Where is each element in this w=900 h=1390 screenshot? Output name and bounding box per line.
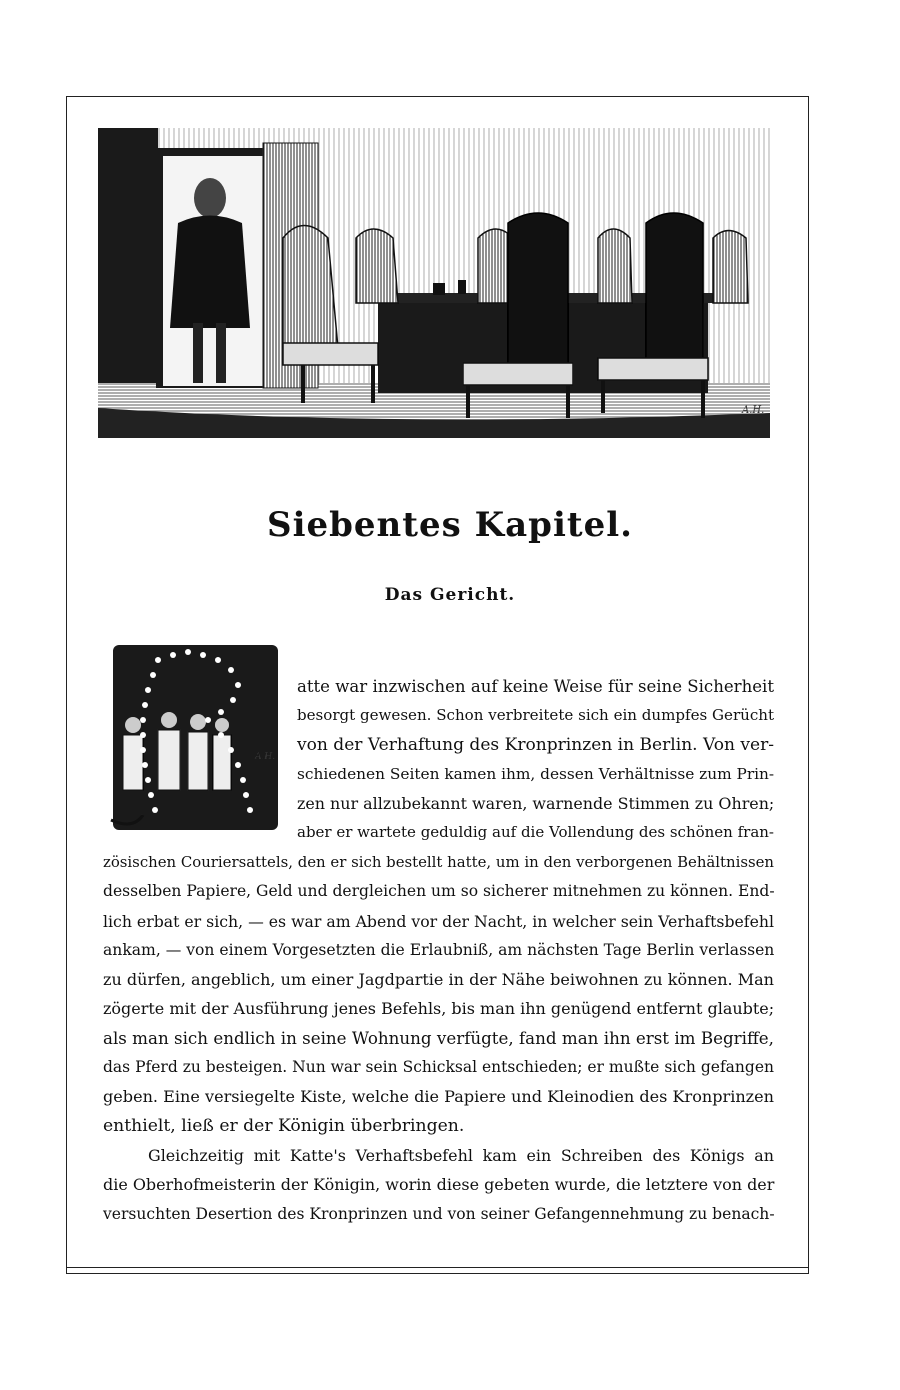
chapter-subtitle: Das Gericht. (384, 585, 516, 605)
text-line: schiedenen Seiten kamen ihm, dessen Verhältnisse zum Prin- (297, 764, 775, 783)
text-line: enthielt, ließ er der Königin überbringen. (103, 1115, 465, 1136)
text-line: geben. Eine versiegelte Kiste, welche die Papiere und Kleinodien des Kronprinzen (103, 1087, 774, 1107)
illustration-signature: A.H. (742, 405, 765, 416)
paragraph-1-indented-block (297, 672, 774, 848)
text-line: lich erbat er sich, — es war am Abend vor der Nacht, in welcher sein Verhaftsbefehl (103, 911, 774, 931)
text-line: von der Verhaftung des Kronprinzen in Berlin. Von ver- (297, 734, 775, 755)
text-line: aber er wartete geduldig auf die Vollendung des schönen fran- (297, 823, 774, 842)
text-line: die Oberhofmeisterin der Königin, worin diese gebeten wurde, die letztere von der (103, 1175, 775, 1195)
text-line: als man sich endlich in seine Wohnung verfügte, fand man ihn erst im Begriffe, (103, 1027, 774, 1048)
chapter-title: Siebentes Kapitel. (267, 505, 633, 545)
text-line: zögerte mit der Ausführung jenes Befehls, bis man ihn genügend entfernt glaubte; (103, 999, 775, 1019)
text-line: zen nur allzubekannt waren, warnende Stimmen zu Ohren; (297, 794, 775, 814)
initial-signature: A.H. (255, 752, 276, 762)
text-line: Gleichzeitig mit Katte's Verhaftsbefehl kam ein Schreiben des Königs an (148, 1145, 774, 1165)
chapter-illustration (98, 128, 770, 438)
text-line: zu dürfen, angeblich, um einer Jagdpartie in der Nähe beiwohnen zu können. Man (103, 970, 774, 990)
paragraph-1-full-block (103, 848, 774, 1229)
text-line: besorgt gewesen. Schon verbreitete sich ein dumpfes Gerücht (297, 706, 774, 725)
text-line: das Pferd zu besteigen. Nun war sein Schicksal entschieden; er mußte sich gefangen (103, 1058, 774, 1077)
text-line: desselben Papiere, Geld und dergleichen um so sicherer mitnehmen zu können. End- (103, 882, 775, 901)
text-line: ankam, — von einem Vorgesetzten die Erlaubniß, am nächsten Tage Berlin verlassen (103, 940, 775, 959)
text-line: atte war inzwischen auf keine Weise für seine Sicherheit (297, 677, 775, 696)
text-line: zösischen Couriersattels, den er sich bestellt hatte, um in den verborgenen Behältnissen (103, 853, 774, 871)
page-frame-bottom-rule (66, 1267, 809, 1268)
text-line: versuchten Desertion des Kronprinzen und von seiner Gefangennehmung zu benach- (103, 1204, 775, 1223)
decorated-initial (103, 640, 278, 835)
